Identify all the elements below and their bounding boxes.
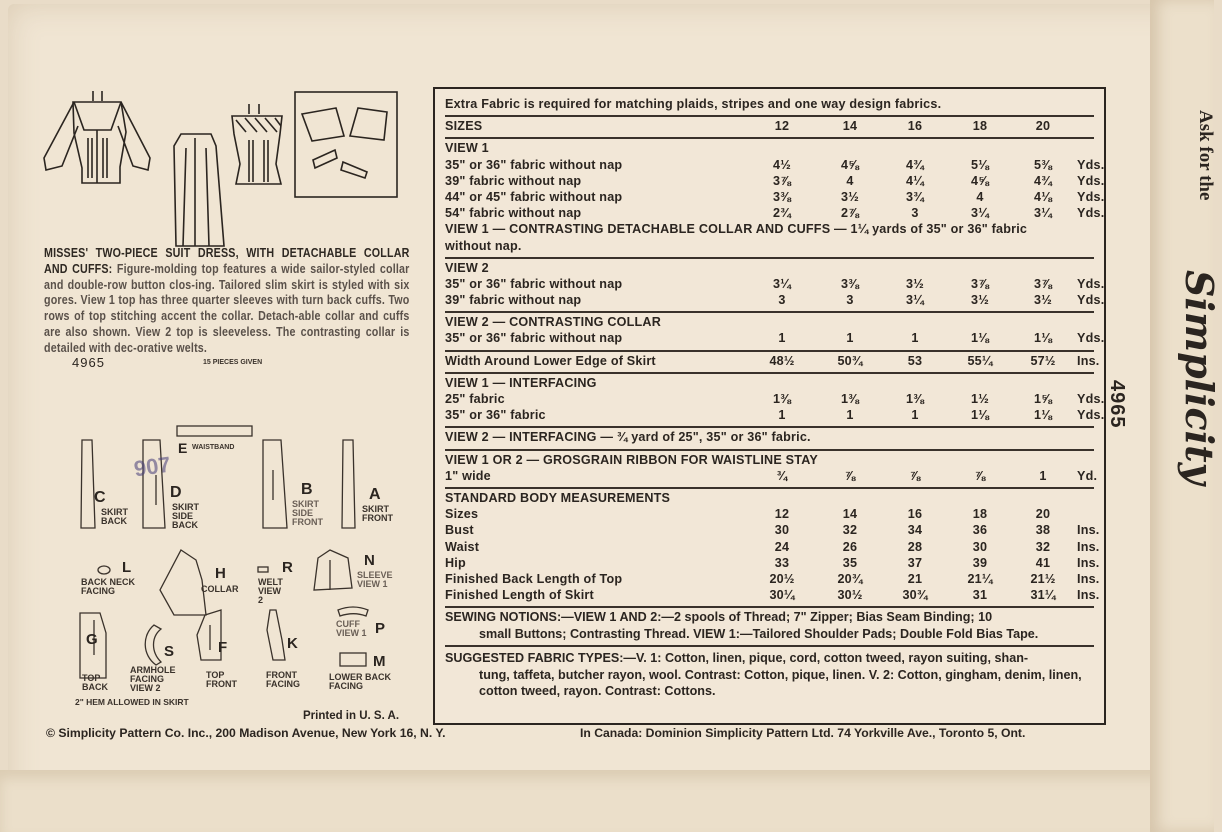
size-value: 5⅛ xyxy=(971,157,989,172)
table-row xyxy=(445,205,1105,221)
unit: Ins. xyxy=(1077,588,1100,603)
size-value: 2⅞ xyxy=(841,206,859,221)
unit: Yds. xyxy=(1077,206,1105,221)
unit: Ins. xyxy=(1077,353,1100,368)
table-row xyxy=(445,555,1100,571)
size-value: ¾ xyxy=(776,468,788,483)
view2-top-drawing xyxy=(232,104,282,184)
printed-in-usa: Printed in U. S. A. xyxy=(303,710,400,722)
row-label: Sizes xyxy=(445,507,479,522)
table-heading xyxy=(445,238,1094,254)
size-value: 2¾ xyxy=(773,206,791,221)
table-section xyxy=(445,139,1105,258)
size-value: 21 xyxy=(907,571,923,586)
size-value: 12 xyxy=(774,507,790,522)
piece-l-name: BACK NECK FACING xyxy=(81,577,135,596)
size-value: 1 xyxy=(778,408,786,423)
table-row xyxy=(445,407,1105,423)
size-value: 28 xyxy=(907,539,923,554)
size-value: 1⅛ xyxy=(1034,331,1052,346)
table-row xyxy=(445,571,1100,587)
size-value: 50¾ xyxy=(837,353,863,368)
size-value: 1⅛ xyxy=(971,408,989,423)
table-row xyxy=(445,353,1100,369)
pattern-number-row xyxy=(44,355,409,373)
piece-c-name: SKIRT BACK xyxy=(101,507,128,526)
row-label: VIEW 2 — INTERFACING — ¾ yard of 25", 35" or 36" fabric. xyxy=(445,430,811,445)
unit: Yds. xyxy=(1077,331,1105,346)
size-value: 1½ xyxy=(971,392,989,406)
pattern-pieces-drawing xyxy=(40,420,420,700)
suggested-fabrics xyxy=(445,647,1094,703)
size-value: 1 xyxy=(911,331,919,346)
table-row xyxy=(445,506,1094,522)
piece-b-name: SKIRT SIDE FRONT xyxy=(292,499,323,527)
size-value: 16 xyxy=(907,507,923,522)
size-value: 33 xyxy=(774,555,790,570)
envelope-flap-bottom xyxy=(0,770,1214,832)
row-label: Bust xyxy=(445,523,474,538)
row-label: 54" fabric without nap xyxy=(445,206,582,221)
size-value: 3 xyxy=(846,293,854,308)
size-value: 3 xyxy=(911,206,919,221)
yardage-blocks xyxy=(445,95,1105,608)
row-label: 44" or 45" fabric without nap xyxy=(445,189,623,204)
size-value: 30½ xyxy=(837,588,863,603)
suggested-fabrics-rest: tung, taffeta, butcher rayon, wool. Contrast: Cotton, pique, linen. V. 2: Cotton, gingham, denim, linen, cotton tweed, rayon. Contrast: Cottons. xyxy=(479,667,1082,699)
size-value: 1⅜ xyxy=(773,392,791,406)
table-section xyxy=(445,489,1100,608)
table-section xyxy=(445,259,1105,314)
suggested-fabrics-first: SUGGESTED FABRIC TYPES:—V. 1: Cotton, linen, pique, cord, cotton tweed, rayon suiting, shan- xyxy=(445,651,1029,666)
piece-n-letter: N xyxy=(364,552,375,569)
size-value: 3¼ xyxy=(773,276,791,291)
size-value: 20½ xyxy=(769,571,795,586)
table-section xyxy=(445,428,1094,450)
row-label: 35" or 36" fabric without nap xyxy=(445,276,623,291)
size-value: 4 xyxy=(846,173,854,188)
size-value: 39 xyxy=(972,555,988,570)
row-label: Width Around Lower Edge of Skirt xyxy=(445,353,656,368)
row-label: 39" fabric without nap xyxy=(445,173,582,188)
table-heading xyxy=(445,140,1094,156)
row-label: VIEW 1 OR 2 — GROSGRAIN RIBBON FOR WAISTLINE STAY xyxy=(445,452,818,467)
size-value: 3¼ xyxy=(971,206,989,221)
size-value: 3⅞ xyxy=(773,173,791,188)
pattern-description xyxy=(44,246,410,357)
table-heading xyxy=(445,490,1094,506)
table-section xyxy=(445,95,1094,117)
table-row xyxy=(445,292,1105,308)
size-value: 1⅛ xyxy=(971,331,989,346)
size-value: 32 xyxy=(1035,539,1051,554)
sewing-notions-first: SEWING NOTIONS:—VIEW 1 AND 2:—2 spools of Thread; 7" Zipper; Bias Seam Binding; 10 xyxy=(445,610,993,625)
size-value: 1 xyxy=(1039,468,1047,483)
row-label: 35" or 36" fabric without nap xyxy=(445,331,623,346)
table-row xyxy=(445,468,1098,484)
size-value: 21¼ xyxy=(967,571,993,586)
table-row xyxy=(445,173,1105,189)
row-label: Finished Length of Skirt xyxy=(445,588,594,603)
piece-p-letter: P xyxy=(375,620,386,637)
piece-h-name: COLLAR xyxy=(201,584,239,594)
unit: Yds. xyxy=(1077,189,1105,204)
row-label: 39" fabric without nap xyxy=(445,293,582,308)
size-value: 4⅛ xyxy=(1034,189,1052,204)
piece-p-name: CUFF VIEW 1 xyxy=(336,619,367,638)
size-value: 31¼ xyxy=(1030,588,1056,603)
size-value: 37 xyxy=(907,555,923,570)
table-row xyxy=(445,522,1100,538)
size-value: 18 xyxy=(972,119,988,134)
size-value: 30 xyxy=(972,539,988,554)
size-value: 3¼ xyxy=(1034,206,1052,221)
size-value: 55¼ xyxy=(967,353,993,368)
piece-s-name: ARMHOLE FACING VIEW 2 xyxy=(130,665,176,693)
table-heading xyxy=(445,314,1094,330)
piece-c-letter: C xyxy=(94,489,106,506)
size-value: 5⅜ xyxy=(1034,157,1052,172)
piece-k-name: FRONT FACING xyxy=(266,670,301,689)
size-value: 4¾ xyxy=(1034,173,1052,188)
size-value: 3⅞ xyxy=(971,276,989,291)
row-label: VIEW 1 — INTERFACING xyxy=(445,375,597,390)
table-section xyxy=(445,352,1100,374)
table-row xyxy=(445,157,1105,173)
piece-e-name: WAISTBAND xyxy=(192,444,235,451)
size-value: 3 xyxy=(778,293,786,308)
unit: Yds. xyxy=(1077,157,1105,172)
piece-m-letter: M xyxy=(373,653,386,670)
size-value: ⅞ xyxy=(974,468,986,483)
piece-b-letter: B xyxy=(301,481,313,498)
hem-note: 2" HEM ALLOWED IN SKIRT xyxy=(75,697,189,707)
size-value: 1⅜ xyxy=(841,392,859,406)
size-value: 4½ xyxy=(773,157,791,172)
size-value: 30 xyxy=(774,523,790,538)
size-value: ⅞ xyxy=(909,468,921,483)
table-heading xyxy=(445,429,1094,445)
piece-m-name: LOWER BACK FACING xyxy=(329,672,391,691)
row-label: Extra Fabric is required for matching plaids, stripes and one way design fabrics. xyxy=(445,97,942,111)
unit: Ins. xyxy=(1077,523,1100,538)
row-label: VIEW 1 xyxy=(445,141,489,156)
size-value: 53 xyxy=(907,353,923,368)
unit: Ins. xyxy=(1077,555,1100,570)
size-value: 38 xyxy=(1035,523,1051,538)
row-label: 25" fabric xyxy=(445,392,505,406)
piece-l-letter: L xyxy=(122,559,132,576)
size-value: 3½ xyxy=(1034,293,1052,308)
row-label: 1" wide xyxy=(445,468,491,483)
size-value: 14 xyxy=(842,119,858,134)
size-value: 4¼ xyxy=(906,173,924,188)
sewing-notions xyxy=(445,608,1094,647)
row-label: without nap. xyxy=(445,238,522,253)
canada-address: In Canada: Dominion Simplicity Pattern Ltd. 74 Yorkville Ave., Toronto 5, Ont. xyxy=(580,726,1026,740)
simplicity-logo: Simplicity xyxy=(1177,270,1222,485)
size-value: 32 xyxy=(842,523,858,538)
size-value: 3½ xyxy=(971,293,989,308)
unit: Ins. xyxy=(1077,571,1100,586)
side-ask-text: Ask for the xyxy=(1195,110,1216,201)
size-value: 36 xyxy=(972,523,988,538)
table-heading xyxy=(445,260,1094,276)
size-value: 26 xyxy=(842,539,858,554)
table-heading xyxy=(445,221,1094,237)
size-value: 30¼ xyxy=(769,588,795,603)
pattern-number: 4965 xyxy=(72,354,105,370)
piece-d-name: SKIRT SIDE BACK xyxy=(172,502,199,530)
piece-f-letter: F xyxy=(218,639,228,656)
piece-a-name: SKIRT FRONT xyxy=(362,504,393,523)
table-section xyxy=(445,451,1098,489)
unit: Yds. xyxy=(1077,392,1105,406)
size-value: 1 xyxy=(911,408,919,423)
size-value: 3½ xyxy=(841,189,859,204)
sewing-notions-rest: small Buttons; Contrasting Thread. VIEW 1:—Tailored Shoulder Pads; Double Fold Bias Tape. xyxy=(479,626,1039,641)
size-value: 41 xyxy=(1035,555,1051,570)
size-value: 4 xyxy=(976,189,984,204)
size-value: 20 xyxy=(1035,507,1051,522)
piece-g-name: TOP BACK xyxy=(82,673,108,692)
size-value: 31 xyxy=(972,588,988,603)
size-value: 3½ xyxy=(906,276,924,291)
collar-cuffs-drawing xyxy=(295,92,397,197)
size-value: 16 xyxy=(907,119,923,134)
table-row xyxy=(445,330,1105,346)
unit: Yd. xyxy=(1077,468,1098,483)
size-value: 4⅝ xyxy=(971,173,989,188)
size-value: ⅞ xyxy=(844,468,856,483)
size-value: 1 xyxy=(846,331,854,346)
row-label: SIZES xyxy=(445,119,483,134)
size-value: 1 xyxy=(846,408,854,423)
size-value: 20 xyxy=(1035,119,1051,134)
row-label: 35" or 36" fabric xyxy=(445,408,546,423)
piece-s-letter: S xyxy=(164,643,175,660)
garment-illustrations xyxy=(38,88,403,248)
unit: Yds. xyxy=(1077,276,1105,291)
unit: Yds. xyxy=(1077,293,1105,308)
row-label: VIEW 2 xyxy=(445,260,489,275)
row-label: Finished Back Length of Top xyxy=(445,571,623,586)
size-value: 34 xyxy=(907,523,923,538)
table-row xyxy=(445,539,1100,555)
row-label: 35" or 36" fabric without nap xyxy=(445,157,623,172)
size-value: 1⅝ xyxy=(1034,392,1052,406)
piece-n-name: SLEEVE VIEW 1 xyxy=(357,570,393,589)
size-value: 1⅛ xyxy=(1034,408,1052,423)
size-value: 30¾ xyxy=(902,588,928,603)
row-label: Waist xyxy=(445,539,480,554)
size-value: 20¾ xyxy=(837,571,863,586)
skirt-drawing xyxy=(174,134,224,246)
size-value: 14 xyxy=(842,507,858,522)
unit: Yds. xyxy=(1077,408,1105,423)
description-body: Figure-molding top features a wide sailor-styled collar and double-row button clos-ing. Tailored slim skirt is styled with six gores. View 1 top has three quarter sleeves with turn back cuffs. Two rows of top stitching accent the collar. Detach-able collar and cuffs are also shown. View 2 top is sleeveless. The contrasting collar is detailed with dec-orative welts. xyxy=(44,261,410,355)
table-row xyxy=(445,118,1094,134)
piece-r-letter: R xyxy=(282,559,293,576)
row-label: VIEW 1 — CONTRASTING DETACHABLE COLLAR AND CUFFS — 1¼ yards of 35" or 36" fabric xyxy=(445,222,1028,237)
size-value: 3⅞ xyxy=(1034,276,1052,291)
size-value: 3⅜ xyxy=(773,189,791,204)
size-value: 1 xyxy=(778,331,786,346)
table-row xyxy=(445,276,1105,292)
table-section xyxy=(445,313,1105,351)
table-heading xyxy=(445,96,1094,112)
table-section xyxy=(445,374,1105,429)
copyright-line: © Simplicity Pattern Co. Inc., 200 Madison Avenue, New York 16, N. Y. xyxy=(46,726,446,740)
ink-stamp: 907 xyxy=(132,451,173,482)
size-value: 4⅝ xyxy=(841,157,859,172)
description-column xyxy=(44,246,409,373)
table-row xyxy=(445,391,1105,407)
size-value: 35 xyxy=(842,555,858,570)
table-section xyxy=(445,117,1094,139)
row-label: STANDARD BODY MEASUREMENTS xyxy=(445,490,671,505)
size-value: 57½ xyxy=(1030,353,1056,368)
size-value: 24 xyxy=(774,539,790,554)
piece-e-letter: E xyxy=(178,440,188,456)
piece-f-name: TOP FRONT xyxy=(206,670,237,689)
pieces-given: 15 PIECES GIVEN xyxy=(203,358,263,366)
size-value: 3¼ xyxy=(906,293,924,308)
size-value: 4¾ xyxy=(906,157,924,172)
table-row xyxy=(445,587,1100,603)
table-row xyxy=(445,189,1105,205)
size-value: 1⅜ xyxy=(906,392,924,406)
size-value: 12 xyxy=(774,119,790,134)
unit: Ins. xyxy=(1077,539,1100,554)
row-label: VIEW 2 — CONTRASTING COLLAR xyxy=(445,315,661,330)
size-value: 3¾ xyxy=(906,189,924,204)
table-heading xyxy=(445,452,1094,468)
row-label: Hip xyxy=(445,555,466,570)
unit: Yds. xyxy=(1077,173,1105,188)
size-value: 18 xyxy=(972,507,988,522)
table-heading xyxy=(445,375,1094,391)
size-value: 21½ xyxy=(1030,571,1056,586)
piece-a-letter: A xyxy=(369,486,381,503)
piece-h-letter: H xyxy=(215,565,226,582)
view1-top-drawing xyxy=(44,91,150,183)
piece-r-name: WELT VIEW 2 xyxy=(258,577,283,605)
piece-d-letter: D xyxy=(170,484,182,501)
size-value: 48½ xyxy=(769,353,795,368)
piece-g-letter: G xyxy=(86,631,98,648)
piece-k-letter: K xyxy=(287,635,298,652)
description-title: MISSES' TWO-PIECE SUIT DRESS, WITH DETACHABLE COLLAR AND CUFFS: xyxy=(44,246,410,276)
yardage-table xyxy=(433,87,1106,725)
size-value: 3⅜ xyxy=(841,276,859,291)
side-pattern-number: 4965 xyxy=(1106,380,1128,429)
